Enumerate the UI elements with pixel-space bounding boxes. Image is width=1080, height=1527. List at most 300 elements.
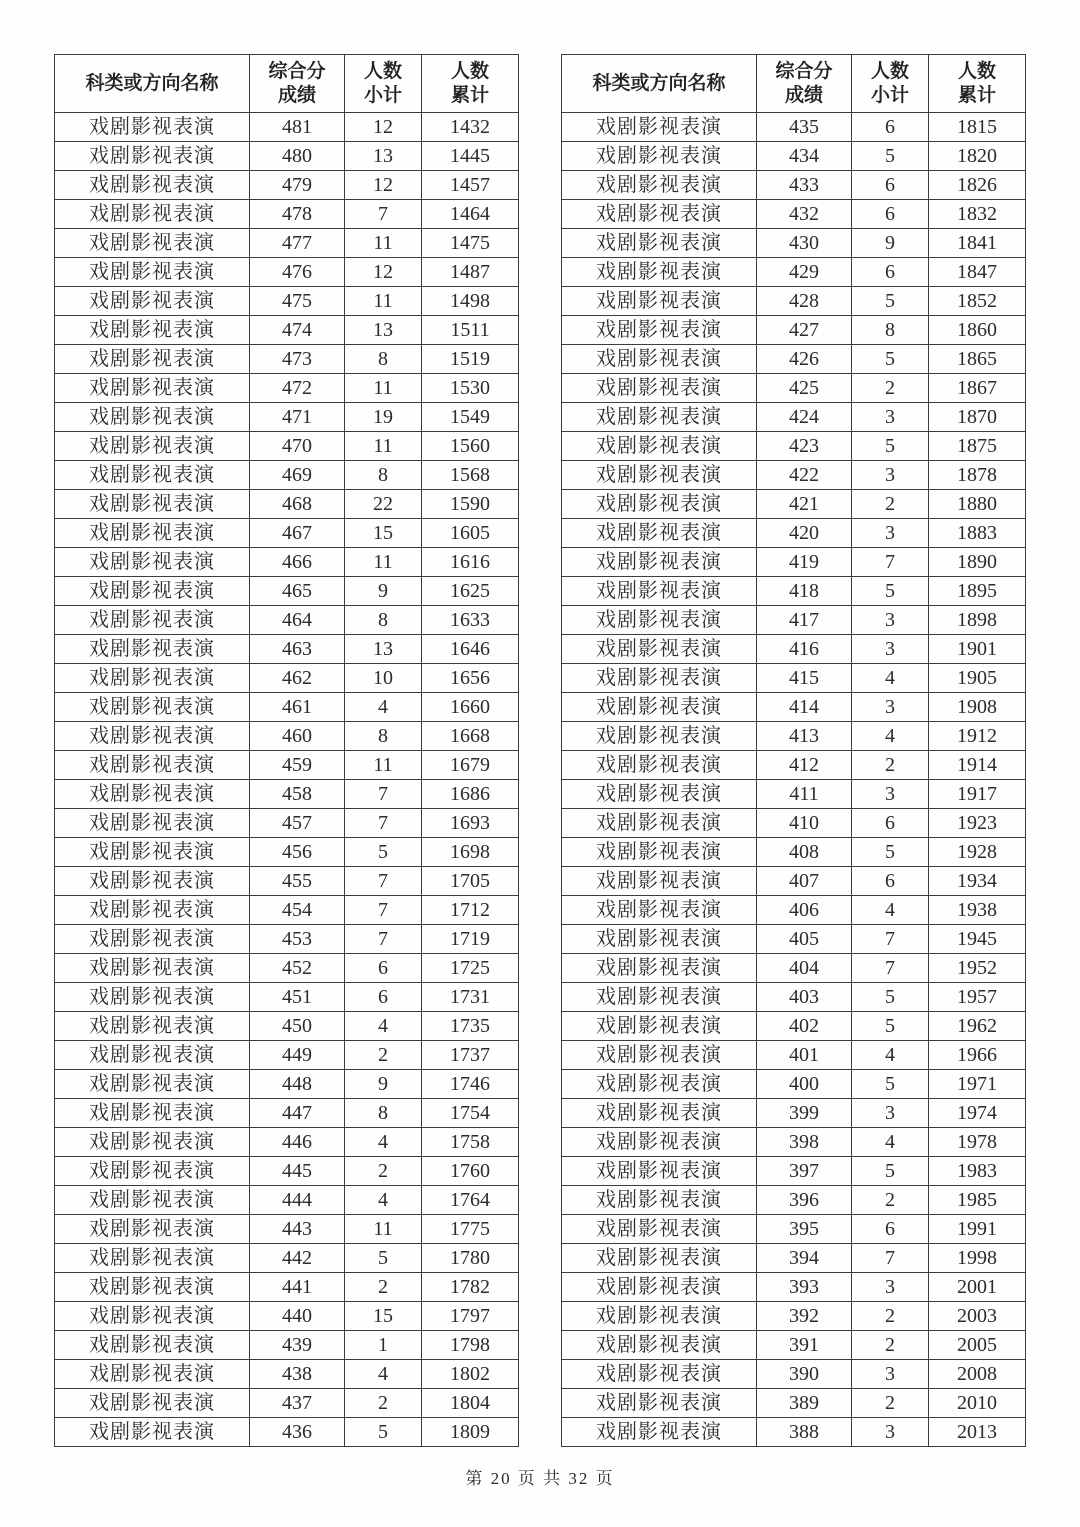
cumulative-cell: 2005 bbox=[929, 1331, 1026, 1360]
subtotal-cell: 4 bbox=[852, 722, 929, 751]
subtotal-cell: 5 bbox=[345, 1418, 422, 1447]
category-cell: 戏剧影视表演 bbox=[55, 229, 250, 258]
table-row bbox=[562, 229, 1026, 258]
cumulative-cell: 1966 bbox=[929, 1041, 1026, 1070]
subtotal-cell: 6 bbox=[852, 258, 929, 287]
table-row bbox=[562, 490, 1026, 519]
cumulative-cell: 2013 bbox=[929, 1418, 1026, 1447]
category-cell: 戏剧影视表演 bbox=[55, 1041, 250, 1070]
category-cell: 戏剧影视表演 bbox=[562, 171, 757, 200]
subtotal-cell: 5 bbox=[345, 1244, 422, 1273]
category-cell: 戏剧影视表演 bbox=[562, 867, 757, 896]
subtotal-cell: 6 bbox=[852, 867, 929, 896]
subtotal-cell: 2 bbox=[852, 1302, 929, 1331]
cumulative-cell: 1705 bbox=[422, 867, 519, 896]
table-row bbox=[562, 1360, 1026, 1389]
subtotal-cell: 2 bbox=[852, 490, 929, 519]
subtotal-cell: 11 bbox=[345, 1215, 422, 1244]
cumulative-cell: 1758 bbox=[422, 1128, 519, 1157]
subtotal-cell: 8 bbox=[345, 345, 422, 374]
score-cell: 391 bbox=[757, 1331, 852, 1360]
score-cell: 479 bbox=[250, 171, 345, 200]
cumulative-cell: 1445 bbox=[422, 142, 519, 171]
score-cell: 428 bbox=[757, 287, 852, 316]
cumulative-cell: 1568 bbox=[422, 461, 519, 490]
category-cell: 戏剧影视表演 bbox=[55, 1070, 250, 1099]
score-cell: 388 bbox=[757, 1418, 852, 1447]
category-cell: 戏剧影视表演 bbox=[55, 200, 250, 229]
subtotal-cell: 4 bbox=[345, 1186, 422, 1215]
category-cell: 戏剧影视表演 bbox=[55, 606, 250, 635]
header-score: 综合分 成绩 bbox=[250, 55, 345, 113]
cumulative-cell: 1475 bbox=[422, 229, 519, 258]
subtotal-cell: 2 bbox=[852, 1331, 929, 1360]
cumulative-cell: 1978 bbox=[929, 1128, 1026, 1157]
table-row bbox=[562, 1157, 1026, 1186]
cumulative-cell: 1802 bbox=[422, 1360, 519, 1389]
table-row bbox=[55, 838, 519, 867]
category-cell: 戏剧影视表演 bbox=[55, 345, 250, 374]
cumulative-cell: 1809 bbox=[422, 1418, 519, 1447]
cumulative-cell: 2010 bbox=[929, 1389, 1026, 1418]
cumulative-cell: 1549 bbox=[422, 403, 519, 432]
score-cell: 398 bbox=[757, 1128, 852, 1157]
cumulative-cell: 1875 bbox=[929, 432, 1026, 461]
category-cell: 戏剧影视表演 bbox=[562, 1157, 757, 1186]
category-cell: 戏剧影视表演 bbox=[55, 1157, 250, 1186]
cumulative-cell: 1898 bbox=[929, 606, 1026, 635]
category-cell: 戏剧影视表演 bbox=[55, 432, 250, 461]
cumulative-cell: 1983 bbox=[929, 1157, 1026, 1186]
score-cell: 448 bbox=[250, 1070, 345, 1099]
subtotal-cell: 3 bbox=[852, 780, 929, 809]
table-body-right bbox=[562, 113, 1026, 1447]
cumulative-cell: 1865 bbox=[929, 345, 1026, 374]
category-cell: 戏剧影视表演 bbox=[55, 1128, 250, 1157]
score-cell: 411 bbox=[757, 780, 852, 809]
subtotal-cell: 11 bbox=[345, 432, 422, 461]
table-row bbox=[55, 200, 519, 229]
subtotal-cell: 11 bbox=[345, 548, 422, 577]
subtotal-cell: 19 bbox=[345, 403, 422, 432]
category-cell: 戏剧影视表演 bbox=[55, 1360, 250, 1389]
category-cell: 戏剧影视表演 bbox=[55, 171, 250, 200]
subtotal-cell: 5 bbox=[345, 838, 422, 867]
subtotal-cell: 5 bbox=[852, 345, 929, 374]
subtotal-cell: 13 bbox=[345, 635, 422, 664]
table-row bbox=[55, 1360, 519, 1389]
cumulative-cell: 1660 bbox=[422, 693, 519, 722]
subtotal-cell: 2 bbox=[852, 1186, 929, 1215]
category-cell: 戏剧影视表演 bbox=[55, 519, 250, 548]
score-cell: 392 bbox=[757, 1302, 852, 1331]
table-row bbox=[55, 1186, 519, 1215]
subtotal-cell: 6 bbox=[852, 200, 929, 229]
cumulative-cell: 1820 bbox=[929, 142, 1026, 171]
subtotal-cell: 9 bbox=[852, 229, 929, 258]
table-row bbox=[55, 1418, 519, 1447]
table-row bbox=[55, 1215, 519, 1244]
table-row bbox=[55, 606, 519, 635]
category-cell: 戏剧影视表演 bbox=[562, 490, 757, 519]
table-row bbox=[562, 1418, 1026, 1447]
subtotal-cell: 2 bbox=[345, 1041, 422, 1070]
subtotal-cell: 5 bbox=[852, 1012, 929, 1041]
subtotal-cell: 6 bbox=[852, 113, 929, 142]
score-cell: 407 bbox=[757, 867, 852, 896]
subtotal-cell: 15 bbox=[345, 1302, 422, 1331]
table-row bbox=[55, 1331, 519, 1360]
category-cell: 戏剧影视表演 bbox=[562, 635, 757, 664]
cumulative-cell: 1945 bbox=[929, 925, 1026, 954]
subtotal-cell: 8 bbox=[852, 316, 929, 345]
table-row bbox=[55, 867, 519, 896]
cumulative-cell: 1804 bbox=[422, 1389, 519, 1418]
score-cell: 435 bbox=[757, 113, 852, 142]
cumulative-cell: 1498 bbox=[422, 287, 519, 316]
score-cell: 403 bbox=[757, 983, 852, 1012]
table-row bbox=[55, 490, 519, 519]
cumulative-cell: 1895 bbox=[929, 577, 1026, 606]
cumulative-cell: 1625 bbox=[422, 577, 519, 606]
table-row bbox=[562, 896, 1026, 925]
table-row bbox=[55, 983, 519, 1012]
table-row bbox=[55, 896, 519, 925]
score-cell: 453 bbox=[250, 925, 345, 954]
table-row bbox=[562, 780, 1026, 809]
table-row bbox=[562, 664, 1026, 693]
score-cell: 445 bbox=[250, 1157, 345, 1186]
score-cell: 450 bbox=[250, 1012, 345, 1041]
category-cell: 戏剧影视表演 bbox=[562, 780, 757, 809]
score-cell: 396 bbox=[757, 1186, 852, 1215]
table-row bbox=[55, 461, 519, 490]
category-cell: 戏剧影视表演 bbox=[562, 925, 757, 954]
score-cell: 433 bbox=[757, 171, 852, 200]
table-row bbox=[55, 1012, 519, 1041]
table-row bbox=[562, 200, 1026, 229]
table-row bbox=[562, 345, 1026, 374]
score-cell: 425 bbox=[757, 374, 852, 403]
subtotal-cell: 6 bbox=[852, 809, 929, 838]
cumulative-cell: 1780 bbox=[422, 1244, 519, 1273]
table-row bbox=[55, 1302, 519, 1331]
category-cell: 戏剧影视表演 bbox=[562, 548, 757, 577]
score-cell: 443 bbox=[250, 1215, 345, 1244]
table-row bbox=[562, 606, 1026, 635]
category-cell: 戏剧影视表演 bbox=[55, 316, 250, 345]
subtotal-cell: 1 bbox=[345, 1331, 422, 1360]
score-cell: 471 bbox=[250, 403, 345, 432]
table-row bbox=[562, 113, 1026, 142]
table-row bbox=[562, 171, 1026, 200]
cumulative-cell: 1962 bbox=[929, 1012, 1026, 1041]
score-cell: 441 bbox=[250, 1273, 345, 1302]
cumulative-cell: 1797 bbox=[422, 1302, 519, 1331]
category-cell: 戏剧影视表演 bbox=[562, 606, 757, 635]
subtotal-cell: 4 bbox=[345, 1012, 422, 1041]
score-table-left bbox=[54, 54, 519, 1447]
cumulative-cell: 1686 bbox=[422, 780, 519, 809]
category-cell: 戏剧影视表演 bbox=[55, 867, 250, 896]
cumulative-cell: 1646 bbox=[422, 635, 519, 664]
score-cell: 426 bbox=[757, 345, 852, 374]
category-cell: 戏剧影视表演 bbox=[562, 693, 757, 722]
table-row bbox=[562, 287, 1026, 316]
subtotal-cell: 10 bbox=[345, 664, 422, 693]
table-row bbox=[55, 548, 519, 577]
table-row bbox=[55, 432, 519, 461]
cumulative-cell: 1725 bbox=[422, 954, 519, 983]
subtotal-cell: 4 bbox=[852, 896, 929, 925]
table-row bbox=[562, 432, 1026, 461]
cumulative-cell: 1815 bbox=[929, 113, 1026, 142]
subtotal-cell: 5 bbox=[852, 1070, 929, 1099]
table-row bbox=[55, 693, 519, 722]
subtotal-cell: 3 bbox=[852, 403, 929, 432]
score-cell: 429 bbox=[757, 258, 852, 287]
score-cell: 427 bbox=[757, 316, 852, 345]
subtotal-cell: 6 bbox=[852, 171, 929, 200]
cumulative-cell: 1870 bbox=[929, 403, 1026, 432]
cumulative-cell: 1754 bbox=[422, 1099, 519, 1128]
score-cell: 463 bbox=[250, 635, 345, 664]
score-cell: 465 bbox=[250, 577, 345, 606]
cumulative-cell: 2001 bbox=[929, 1273, 1026, 1302]
category-cell: 戏剧影视表演 bbox=[55, 577, 250, 606]
header-subtotal: 人数 小计 bbox=[852, 55, 929, 113]
cumulative-cell: 1867 bbox=[929, 374, 1026, 403]
table-row bbox=[55, 316, 519, 345]
category-cell: 戏剧影视表演 bbox=[562, 722, 757, 751]
cumulative-cell: 1917 bbox=[929, 780, 1026, 809]
cumulative-cell: 1880 bbox=[929, 490, 1026, 519]
score-cell: 451 bbox=[250, 983, 345, 1012]
cumulative-cell: 1432 bbox=[422, 113, 519, 142]
table-row bbox=[55, 1128, 519, 1157]
cumulative-cell: 1746 bbox=[422, 1070, 519, 1099]
subtotal-cell: 3 bbox=[852, 693, 929, 722]
category-cell: 戏剧影视表演 bbox=[562, 1302, 757, 1331]
table-row bbox=[55, 1273, 519, 1302]
category-cell: 戏剧影视表演 bbox=[55, 548, 250, 577]
table-row bbox=[562, 1128, 1026, 1157]
table-row bbox=[55, 1099, 519, 1128]
cumulative-cell: 1679 bbox=[422, 751, 519, 780]
category-cell: 戏剧影视表演 bbox=[562, 1215, 757, 1244]
score-cell: 442 bbox=[250, 1244, 345, 1273]
table-row bbox=[562, 1070, 1026, 1099]
subtotal-cell: 4 bbox=[852, 1041, 929, 1070]
score-cell: 421 bbox=[757, 490, 852, 519]
category-cell: 戏剧影视表演 bbox=[55, 1302, 250, 1331]
subtotal-cell: 8 bbox=[345, 1099, 422, 1128]
category-cell: 戏剧影视表演 bbox=[562, 345, 757, 374]
subtotal-cell: 2 bbox=[345, 1273, 422, 1302]
table-header-row bbox=[55, 55, 519, 113]
table-row bbox=[55, 345, 519, 374]
table-row bbox=[562, 809, 1026, 838]
score-cell: 415 bbox=[757, 664, 852, 693]
cumulative-cell: 1998 bbox=[929, 1244, 1026, 1273]
table-row bbox=[55, 751, 519, 780]
table-row bbox=[562, 374, 1026, 403]
cumulative-cell: 1464 bbox=[422, 200, 519, 229]
subtotal-cell: 2 bbox=[345, 1389, 422, 1418]
category-cell: 戏剧影视表演 bbox=[562, 1128, 757, 1157]
subtotal-cell: 9 bbox=[345, 577, 422, 606]
score-cell: 452 bbox=[250, 954, 345, 983]
category-cell: 戏剧影视表演 bbox=[562, 374, 757, 403]
table-row bbox=[55, 519, 519, 548]
cumulative-cell: 1832 bbox=[929, 200, 1026, 229]
category-cell: 戏剧影视表演 bbox=[562, 751, 757, 780]
table-row bbox=[55, 374, 519, 403]
cumulative-cell: 1782 bbox=[422, 1273, 519, 1302]
score-cell: 459 bbox=[250, 751, 345, 780]
subtotal-cell: 2 bbox=[345, 1157, 422, 1186]
table-row bbox=[562, 316, 1026, 345]
subtotal-cell: 2 bbox=[852, 374, 929, 403]
subtotal-cell: 11 bbox=[345, 751, 422, 780]
subtotal-cell: 11 bbox=[345, 229, 422, 258]
category-cell: 戏剧影视表演 bbox=[562, 229, 757, 258]
score-cell: 414 bbox=[757, 693, 852, 722]
score-cell: 390 bbox=[757, 1360, 852, 1389]
score-cell: 418 bbox=[757, 577, 852, 606]
table-header-row bbox=[562, 55, 1026, 113]
cumulative-cell: 1971 bbox=[929, 1070, 1026, 1099]
score-cell: 461 bbox=[250, 693, 345, 722]
score-cell: 446 bbox=[250, 1128, 345, 1157]
score-cell: 424 bbox=[757, 403, 852, 432]
subtotal-cell: 5 bbox=[852, 142, 929, 171]
score-cell: 402 bbox=[757, 1012, 852, 1041]
score-cell: 473 bbox=[250, 345, 345, 374]
cumulative-cell: 1860 bbox=[929, 316, 1026, 345]
subtotal-cell: 4 bbox=[345, 1128, 422, 1157]
score-cell: 467 bbox=[250, 519, 345, 548]
category-cell: 戏剧影视表演 bbox=[562, 200, 757, 229]
table-row bbox=[562, 983, 1026, 1012]
cumulative-cell: 1712 bbox=[422, 896, 519, 925]
score-cell: 474 bbox=[250, 316, 345, 345]
score-cell: 440 bbox=[250, 1302, 345, 1331]
subtotal-cell: 4 bbox=[345, 693, 422, 722]
category-cell: 戏剧影视表演 bbox=[55, 1389, 250, 1418]
table-row bbox=[55, 171, 519, 200]
score-cell: 454 bbox=[250, 896, 345, 925]
category-cell: 戏剧影视表演 bbox=[55, 142, 250, 171]
category-cell: 戏剧影视表演 bbox=[55, 461, 250, 490]
cumulative-cell: 1731 bbox=[422, 983, 519, 1012]
cumulative-cell: 2003 bbox=[929, 1302, 1026, 1331]
cumulative-cell: 1826 bbox=[929, 171, 1026, 200]
cumulative-cell: 1530 bbox=[422, 374, 519, 403]
category-cell: 戏剧影视表演 bbox=[562, 1244, 757, 1273]
subtotal-cell: 3 bbox=[852, 519, 929, 548]
cumulative-cell: 1923 bbox=[929, 809, 1026, 838]
table-row bbox=[562, 635, 1026, 664]
subtotal-cell: 6 bbox=[852, 1215, 929, 1244]
category-cell: 戏剧影视表演 bbox=[562, 983, 757, 1012]
cumulative-cell: 1616 bbox=[422, 548, 519, 577]
score-cell: 413 bbox=[757, 722, 852, 751]
subtotal-cell: 8 bbox=[345, 606, 422, 635]
table-row bbox=[55, 954, 519, 983]
cumulative-cell: 1905 bbox=[929, 664, 1026, 693]
table-row bbox=[55, 925, 519, 954]
cumulative-cell: 1952 bbox=[929, 954, 1026, 983]
category-cell: 戏剧影视表演 bbox=[562, 954, 757, 983]
category-cell: 戏剧影视表演 bbox=[562, 1273, 757, 1302]
cumulative-cell: 1974 bbox=[929, 1099, 1026, 1128]
score-cell: 470 bbox=[250, 432, 345, 461]
cumulative-cell: 1605 bbox=[422, 519, 519, 548]
category-cell: 戏剧影视表演 bbox=[562, 896, 757, 925]
table-row bbox=[562, 258, 1026, 287]
cumulative-cell: 1901 bbox=[929, 635, 1026, 664]
cumulative-cell: 1847 bbox=[929, 258, 1026, 287]
subtotal-cell: 8 bbox=[345, 461, 422, 490]
subtotal-cell: 11 bbox=[345, 287, 422, 316]
subtotal-cell: 5 bbox=[852, 1157, 929, 1186]
table-row bbox=[562, 1012, 1026, 1041]
subtotal-cell: 3 bbox=[852, 635, 929, 664]
cumulative-cell: 1985 bbox=[929, 1186, 1026, 1215]
subtotal-cell: 8 bbox=[345, 722, 422, 751]
category-cell: 戏剧影视表演 bbox=[55, 664, 250, 693]
score-cell: 401 bbox=[757, 1041, 852, 1070]
cumulative-cell: 1914 bbox=[929, 751, 1026, 780]
table-row bbox=[562, 1302, 1026, 1331]
table-row bbox=[562, 722, 1026, 751]
category-cell: 戏剧影视表演 bbox=[562, 142, 757, 171]
cumulative-cell: 1852 bbox=[929, 287, 1026, 316]
category-cell: 戏剧影视表演 bbox=[55, 1331, 250, 1360]
score-cell: 416 bbox=[757, 635, 852, 664]
table-row bbox=[55, 1389, 519, 1418]
category-cell: 戏剧影视表演 bbox=[55, 896, 250, 925]
category-cell: 戏剧影视表演 bbox=[562, 838, 757, 867]
subtotal-cell: 7 bbox=[852, 925, 929, 954]
subtotal-cell: 7 bbox=[345, 809, 422, 838]
cumulative-cell: 1798 bbox=[422, 1331, 519, 1360]
header-score: 综合分 成绩 bbox=[757, 55, 852, 113]
subtotal-cell: 7 bbox=[852, 1244, 929, 1273]
table-row bbox=[55, 113, 519, 142]
category-cell: 戏剧影视表演 bbox=[562, 577, 757, 606]
category-cell: 戏剧影视表演 bbox=[55, 1099, 250, 1128]
cumulative-cell: 1698 bbox=[422, 838, 519, 867]
table-row bbox=[562, 461, 1026, 490]
subtotal-cell: 7 bbox=[345, 925, 422, 954]
score-cell: 472 bbox=[250, 374, 345, 403]
table-row bbox=[562, 954, 1026, 983]
score-cell: 408 bbox=[757, 838, 852, 867]
table-row bbox=[562, 1331, 1026, 1360]
score-cell: 410 bbox=[757, 809, 852, 838]
category-cell: 戏剧影视表演 bbox=[55, 374, 250, 403]
subtotal-cell: 5 bbox=[852, 983, 929, 1012]
subtotal-cell: 2 bbox=[852, 751, 929, 780]
table-row bbox=[55, 1157, 519, 1186]
cumulative-cell: 2008 bbox=[929, 1360, 1026, 1389]
category-cell: 戏剧影视表演 bbox=[562, 258, 757, 287]
table-row bbox=[55, 577, 519, 606]
subtotal-cell: 7 bbox=[852, 548, 929, 577]
table-row bbox=[562, 548, 1026, 577]
